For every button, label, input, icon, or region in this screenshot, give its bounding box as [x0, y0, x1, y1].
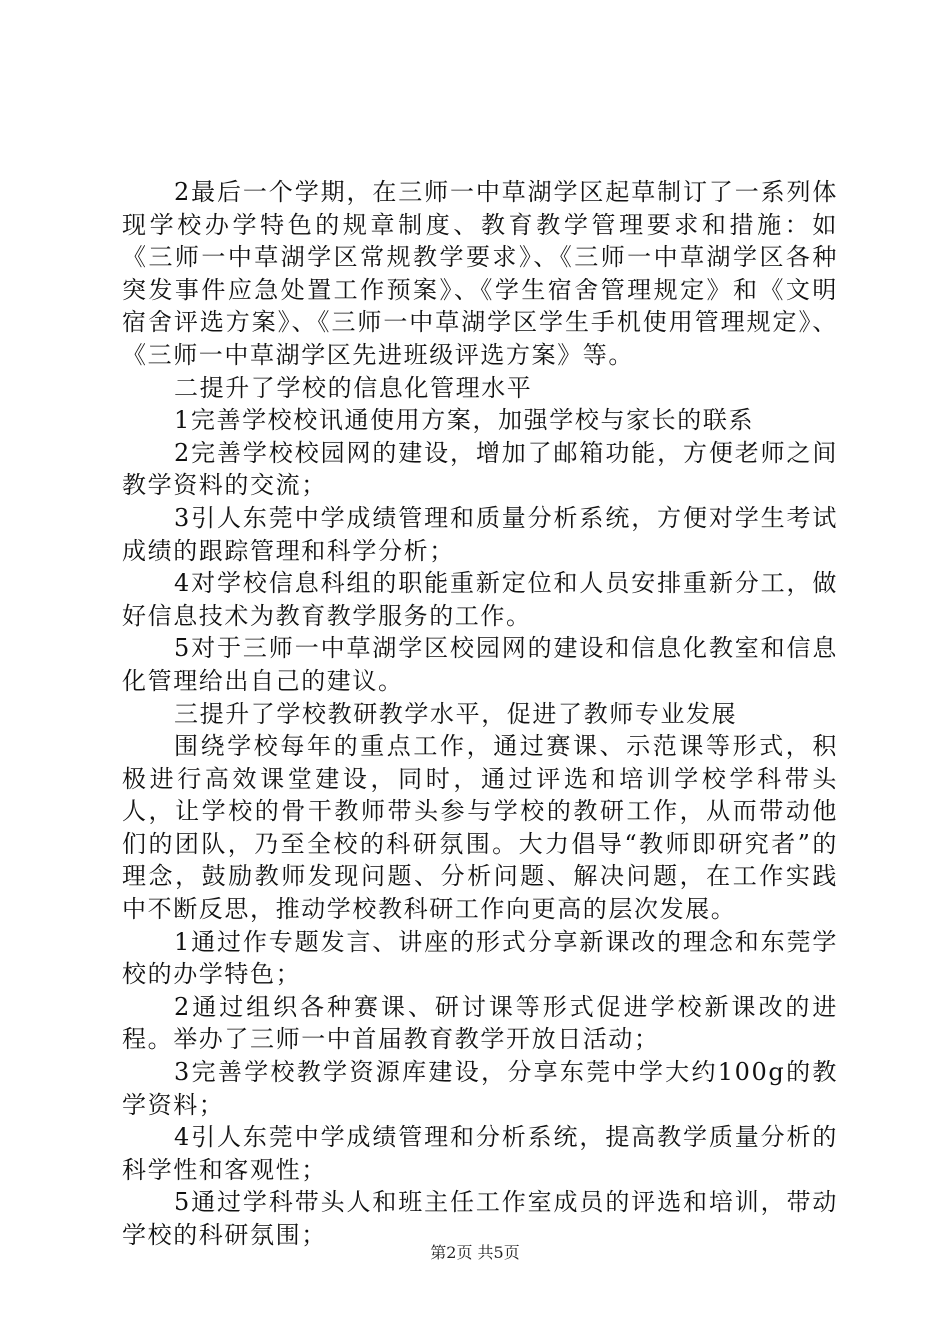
- section-heading: 二提升了学校的信息化管理水平: [174, 373, 533, 402]
- paragraph: 5通过学科带头人和班主任工作室成员的评选和培训，带动学校的科研氛围；: [122, 1188, 838, 1249]
- document-body: [122, 176, 838, 1252]
- paragraph: 2最后一个学期，在三师一中草湖学区起草制订了一系列体现学校办学特色的规章制度、教育教学管理要求和措施：如《三师一中草湖学区常规教学要求》、《三师一中草湖学区各种突发事件应急处置工作预案》、《学生宿舍管理规定》和《文明宿舍评选方案》、《三师一中草湖学区学生手机使用管理规定》、《三师一中草湖学区先进班级评选方案》等。: [122, 178, 838, 369]
- paragraph: 4对学校信息科组的职能重新定位和人员安排重新分工，做好信息技术为教育教学服务的工作。: [122, 569, 838, 630]
- paragraph: 1通过作专题发言、讲座的形式分享新课改的理念和东莞学校的办学特色；: [122, 927, 838, 989]
- paragraph: 4引人东莞中学成绩管理和分析系统，提高教学质量分析的科学性和客观性；: [122, 1123, 838, 1184]
- paragraph: 2通过组织各种赛课、研讨课等形式促进学校新课改的进程。举办了三师一中首届教育教学开放日活动；: [122, 992, 838, 1054]
- paragraph: 3引人东莞中学成绩管理和质量分析系统，方便对学生考试成绩的跟踪管理和科学分析；: [122, 503, 838, 565]
- section-heading: 三提升了学校教研教学水平，促进了教师专业发展: [174, 699, 738, 728]
- paragraph: 3完善学校教学资源库建设，分享东莞中学大约100g的教学资料；: [122, 1058, 838, 1119]
- page-footer: [0, 1243, 950, 1263]
- page-number: 第2页 共5页: [430, 1243, 520, 1262]
- paragraph: 1完善学校校讯通使用方案，加强学校与家长的联系: [174, 406, 755, 435]
- paragraph: 围绕学校每年的重点工作，通过赛课、示范课等形式，积极进行高效课堂建设，同时，通过评选和培训学校学科带头人，让学校的骨干教师带头参与学校的教研工作，从而带动他们的团队，乃至全校的科研氛围。大力倡导“教师即研究者”的理念，鼓励教师发现问题、分析问题、解决问题，在工作实践中不断反思，推动学校教科研工作向更高的层次发展。: [122, 732, 838, 924]
- paragraph: 2完善学校校园网的建设，增加了邮箱功能，方便老师之间教学资料的交流；: [122, 438, 838, 500]
- paragraph: 5对于三师一中草湖学区校园网的建设和信息化教室和信息化管理给出自己的建议。: [122, 634, 838, 695]
